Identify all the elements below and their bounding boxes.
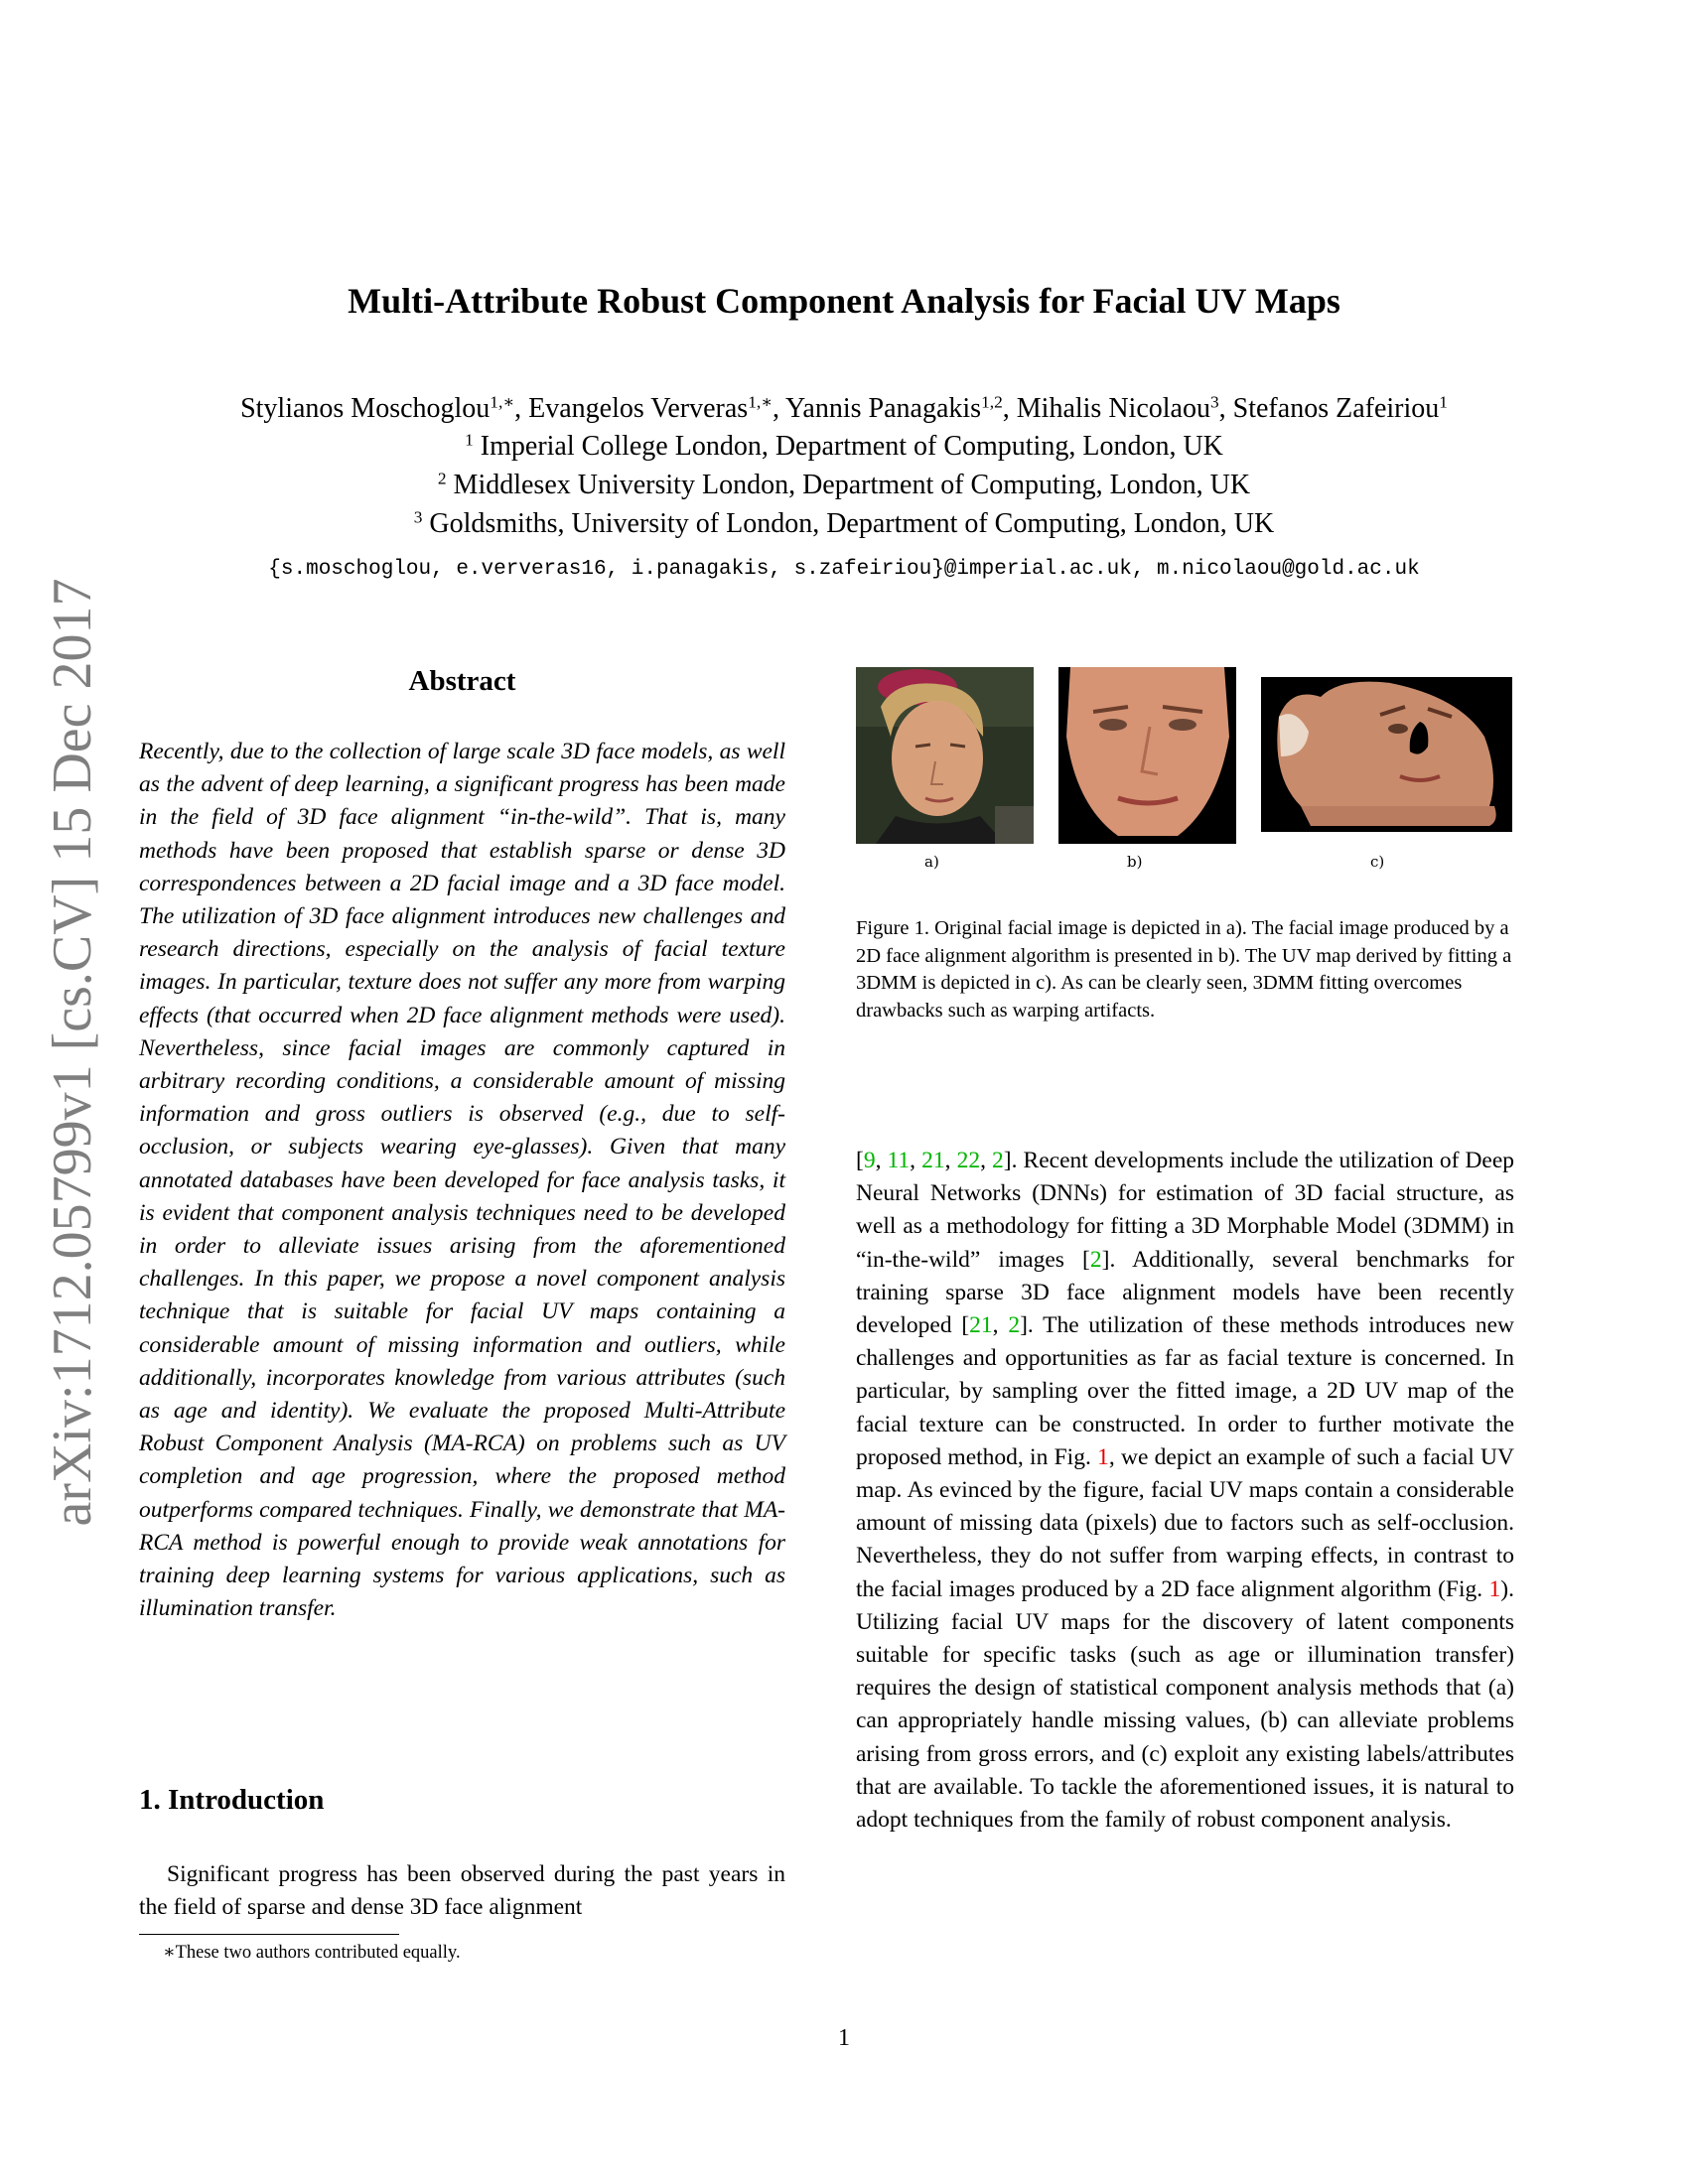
right-column-text: [9, 11, 21, 22, 2]. Recent developments include the utilization of Deep Neural Networks (DNNs) for estimation of 3D facial structure, as well as a methodology for fitting a 3D Morphable Model (3DMM) in “in-the-wild” images [2]. Additionally, several benchmarks for training sparse 3D face alignment models have been recently developed [21, 2]. The utilization of these methods introduces new challenges and opportunities as far as facial texture is concerned. In particular, by sampling over the fitted image, a 2D UV map of the facial texture can be constructed. In order to further motivate the proposed method, in Fig. 1, we depict an example of such a facial UV map. As evinced by the figure, facial UV maps contain a considerable amount of missing data (pixels) due to factors such as self-occlusion. Nevertheless, they do not suffer from warping effects, in contrast to the facial images produced by a 2D face alignment algorithm (Fig. 1). Utilizing facial UV maps for the discovery of latent components suitable for specific tasks (such as age or illumination transfer) requires the design of statistical component analysis methods that (a) can appropriately handle missing values, (b) can alleviate problems arising from gross errors, and (c) exploit any existing labels/attributes that are available. To tackle the aforementioned issues, it is natural to adopt techniques from the family of robust component analysis.	[856, 1148, 1515, 1834]
figure-1-caption: Figure 1. Original facial image is depicted in a). The facial image produced by a 2D face alignment algorithm is presented in b). The UV map derived by fitting a 3DMM is depicted in c). As can be clearly seen, 3DMM fitting overcomes drawbacks such as warping artifacts.	[856, 917, 1512, 1022]
figure-ref-link[interactable]: 1	[1488, 1575, 1501, 1602]
affiliation	[0, 507, 1688, 539]
figure-label-a: a)	[924, 853, 939, 871]
figure-image-b	[1058, 667, 1236, 844]
body-text: , we depict an example of such a facial UV map. As evinced by the figure, facial UV maps contain a considerable amount of missing data (pixels) due to factors such as self-occlusion. Nevertheless, they do not suffer from warping effects, in contrast to the facial images produced by a 2D face alignment algorithm (Fig.	[856, 1443, 1514, 1602]
figure-label-b: b)	[1127, 853, 1143, 871]
citation-link[interactable]: 2	[1089, 1246, 1102, 1273]
author-emails: {s.moschoglou, e.ververas16, i.panagakis, s.zafeiriou}@imperial.ac.uk, m.nicolaou@gold.ac.uk	[268, 558, 1420, 581]
uv-map-image	[1261, 677, 1512, 832]
affiliation-num: 3	[413, 507, 423, 527]
author-sup: 1,2	[981, 392, 1003, 412]
figure-image-c	[1261, 677, 1512, 832]
figure-image-a	[856, 667, 1034, 844]
author-sup: 1,∗	[490, 392, 515, 412]
abstract-heading: Abstract	[408, 665, 516, 697]
portrait-image	[856, 667, 1034, 844]
affiliation-text: Imperial College London, Department of Computing, London, UK	[473, 431, 1223, 462]
body-text: Recent developments include the utilization of Deep Neural Networks (DNNs) for estimation of 3D facial structure, as well as a methodology for fitting a 3D Morphable Model (3DMM) in “in-the-wild” images	[856, 1148, 1515, 1273]
author-sep: ,	[773, 393, 785, 424]
author-list	[0, 392, 1688, 424]
author-sep: ,	[1002, 393, 1017, 424]
paper-title: Multi-Attribute Robust Component Analysis for Facial UV Maps	[348, 281, 1340, 321]
author-sup: 3	[1209, 392, 1219, 412]
body-text: . The utilization of these methods introduces new challenges and opportunities as far as facial texture is concerned. In particular, by sampling over the fitted image, a 2D UV map of the facial texture can be constructed. In order to further motivate the proposed method, in Fig.	[856, 1312, 1515, 1470]
author-sep: ,	[1218, 393, 1233, 424]
affiliation-text: Middlesex University London, Department of Computing, London, UK	[446, 470, 1251, 500]
abstract-text: Recently, due to the collection of large scale 3D face models, as well as the advent of deep learning, a significant progress has been made in the field of 3D face alignment “in-the-wild”. That is, many methods have been proposed that establish sparse or dense 3D correspondences between a 2D facial image and a 3D face model. The utilization of 3D face alignment introduces new challenges and research directions, especially on the analysis of facial texture images. In particular, texture does not suffer any more from warping effects (that occurred when 2D face alignment methods were used). Nevertheless, since facial images are commonly captured in arbitrary recording conditions, a considerable amount of missing information and gross outliers is observed (e.g., due to self-occlusion, or subjects wearing eye-glasses). Given that many annotated databases have been developed for face analysis tasks, it is evident that component analysis techniques need to be developed in order to alleviate issues arising from the aforementioned challenges. In this paper, we propose a novel component analysis technique that is suitable for facial UV maps containing a considerable amount of missing information and outliers, while additionally, incorporates knowledge from various attributes (such as age and identity). We evaluate the proposed Multi-Attribute Robust Component Analysis (MA-RCA) on problems such as UV completion and age progression, where the proposed method outperforms compared techniques. Finally, we demonstrate that MA-RCA method is powerful enough to provide weak annotations for training deep learning systems for various applications, such as illumination transfer.	[139, 739, 785, 1622]
author-name: Stefanos Zafeiriou	[1232, 393, 1440, 424]
citation-link[interactable]: 2	[1008, 1312, 1021, 1339]
affiliation-text: Goldsmiths, University of London, Department of Computing, London, UK	[422, 508, 1275, 539]
affiliation-num: 2	[437, 469, 447, 488]
citation-link[interactable]: 9	[863, 1148, 876, 1173]
arxiv-side-stamp	[28, 556, 117, 1549]
citation-bracket: ].	[1003, 1148, 1018, 1173]
affiliation	[0, 469, 1688, 500]
introduction-text: Significant progress has been observed during the past years in the field of sparse and dense 3D face alignment	[139, 1861, 785, 1921]
author-name: Stylianos Moschoglou	[240, 393, 491, 424]
citation-link[interactable]: 21	[969, 1312, 993, 1339]
affiliation-num: 1	[465, 430, 474, 450]
author-sep: ,	[514, 393, 529, 424]
page-number: 1	[838, 2025, 850, 2051]
citation-link[interactable]: 11	[887, 1148, 911, 1173]
figure-ref-link[interactable]: 1	[1097, 1443, 1109, 1470]
author-name: Evangelos Ververas	[528, 393, 749, 424]
citation-link[interactable]: 22	[956, 1148, 981, 1173]
author-sup: 1,∗	[748, 392, 774, 412]
figure-label-c: c)	[1370, 853, 1385, 871]
citation-link[interactable]: 21	[921, 1148, 945, 1173]
footnote-rule	[139, 1934, 399, 1935]
aligned-face-image	[1058, 667, 1236, 844]
body-text: ). Utilizing facial UV maps for the discovery of latent components suitable for specific tasks (such as age or illumination transfer) requires the design of statistical component analysis methods that (a) can appropriately handle missing values, (b) can alleviate problems arising from gross errors, and (c) exploit any existing labels/attributes that are available. To tackle the aforementioned issues, it is natural to adopt techniques from the family of robust component analysis.	[856, 1575, 1514, 1834]
author-name: Mihalis Nicolaou	[1016, 393, 1210, 424]
citation-link[interactable]: 2	[992, 1148, 1004, 1173]
body-text: . Additionally, several benchmarks for training sparse 3D face alignment models have been recently developed	[856, 1246, 1514, 1339]
affiliation	[0, 430, 1688, 462]
citation-bracket: [	[856, 1148, 864, 1173]
arxiv-id: arXiv:1712.05799v1 [cs.CV] 15 Dec 2017	[42, 578, 103, 1527]
section-heading-introduction: 1. Introduction	[139, 1784, 325, 1816]
author-name: Yannis Panagakis	[785, 393, 982, 424]
footnote: ∗These two authors contributed equally.	[163, 1943, 461, 1963]
author-sup: 1	[1439, 392, 1448, 412]
